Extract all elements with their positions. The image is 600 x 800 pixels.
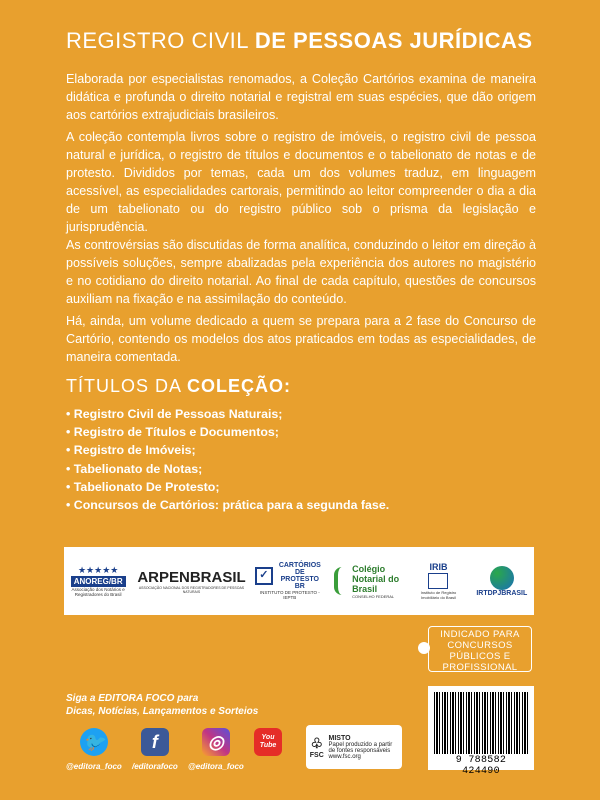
paragraph-1: Elaborada por especialistas renomados, a Coleção Cartórios examina de maneira didática e profunda o direito notarial e registral em suas espécies, que dão origem aos cartórios extrajudiciais brasileiros. [66,72,536,122]
irtdpj-logo: IRTDPJBRASIL [474,566,530,597]
arpen-logo: ARPENBRASIL ASSOCIAÇÃO NACIONAL DOS REGISTRADORES DE PESSOAS NATURAIS [137,568,246,594]
youtube-icon: You Tube [254,728,282,756]
list-item: • Concursos de Cartórios: prática para a segunda fase. [66,496,389,514]
book-title: REGISTRO CIVIL DE PESSOAS JURÍDICAS [66,28,533,53]
irib-logo: IRIB Instituto de Registro Imobiliário do Brasil [420,562,457,600]
paragraph-4: Há, ainda, um volume dedicado a quem se prepara para a 2 fase do Concurso de Cartório, contendo os modelos dos atos praticados em todas as especialidades, de maneira comentada. [66,314,536,364]
swoosh-icon [334,567,350,595]
facebook-link[interactable]: f /editorafoco [132,728,178,771]
building-icon [428,573,448,589]
collection-heading: TÍTULOS DA COLEÇÃO: [66,376,292,396]
instagram-icon: ◎ [202,728,230,756]
isbn-barcode [428,686,534,777]
follow-text: Siga a EDITORA FOCO para Dicas, Notícias, Lançamentos e Sorteios [66,693,259,717]
list-item: • Registro Civil de Pessoas Naturais; [66,405,389,423]
indicated-for-badge: INDICADO PARA CONCURSOS PÚBLICOS E PROFISSIONAL [428,626,532,672]
youtube-link[interactable] [254,728,282,762]
list-item: • Registro de Títulos e Documentos; [66,423,389,441]
facebook-icon: f [141,728,169,756]
barcode-bars [434,692,528,754]
list-item: • Tabelionato De Protesto; [66,478,389,496]
partner-logos [64,547,534,615]
paragraph-2: A coleção contempla livros sobre o registro de imóveis, o registro civil de pessoa natural e jurídica, o registro de títulos e documentos e o tabelionato de notas e de protesto. Divididos por temas, cada um dos volumes traduz, em linguagem acessível, as especialidades cartorais, permitindo ao leitor compreender o dia a dia de um tabelionato ou do registro público sob o prisma da legislação e jurisprudência. [66,130,536,234]
stars-icon: ★★★★★ [77,565,119,575]
swirl-icon [490,566,514,590]
paragraph-3: As controvérsias são discutidas de forma analítica, conduzindo o leitor em direção à possíveis soluções, sempre abalizadas pela experiência dos autores no magistério e no cotidiano do direito notarial. Ao final de cada capítulo, questões de concursos auxiliam na fixação e na assimilação do conteúdo. [66,238,536,306]
book-list [66,405,389,514]
twitter-icon: 🐦 [80,728,108,756]
fsc-tree-icon: ♧ FSC [309,735,324,759]
twitter-link[interactable]: 🐦 @editora_foco [66,728,122,771]
instagram-link[interactable]: ◎ @editora_foco [188,728,244,771]
isbn-number: 9 788582 424490 [455,755,507,777]
anoreg-logo: ★★★★★ ANOREG/BR Associação dos Notários e Registradores do Brasil [71,565,125,597]
list-item: • Registro de Imóveis; [66,441,389,459]
checkbox-check-icon: ✓ [255,567,273,585]
fsc-seal: ♧ FSC MISTO Papel produzido a partir de fontes responsáveis www.fsc.org [306,725,402,769]
colegio-notarial-logo: Colégio Notarial do Brasil CONSELHO FEDERAL [333,564,403,599]
list-item: • Tabelionato de Notas; [66,460,389,478]
cartorios-protesto-logo: ✓ CARTÓRIOS DE PROTESTO BR INSTITUTO DE PROTESTO - IEPTB [255,562,325,600]
